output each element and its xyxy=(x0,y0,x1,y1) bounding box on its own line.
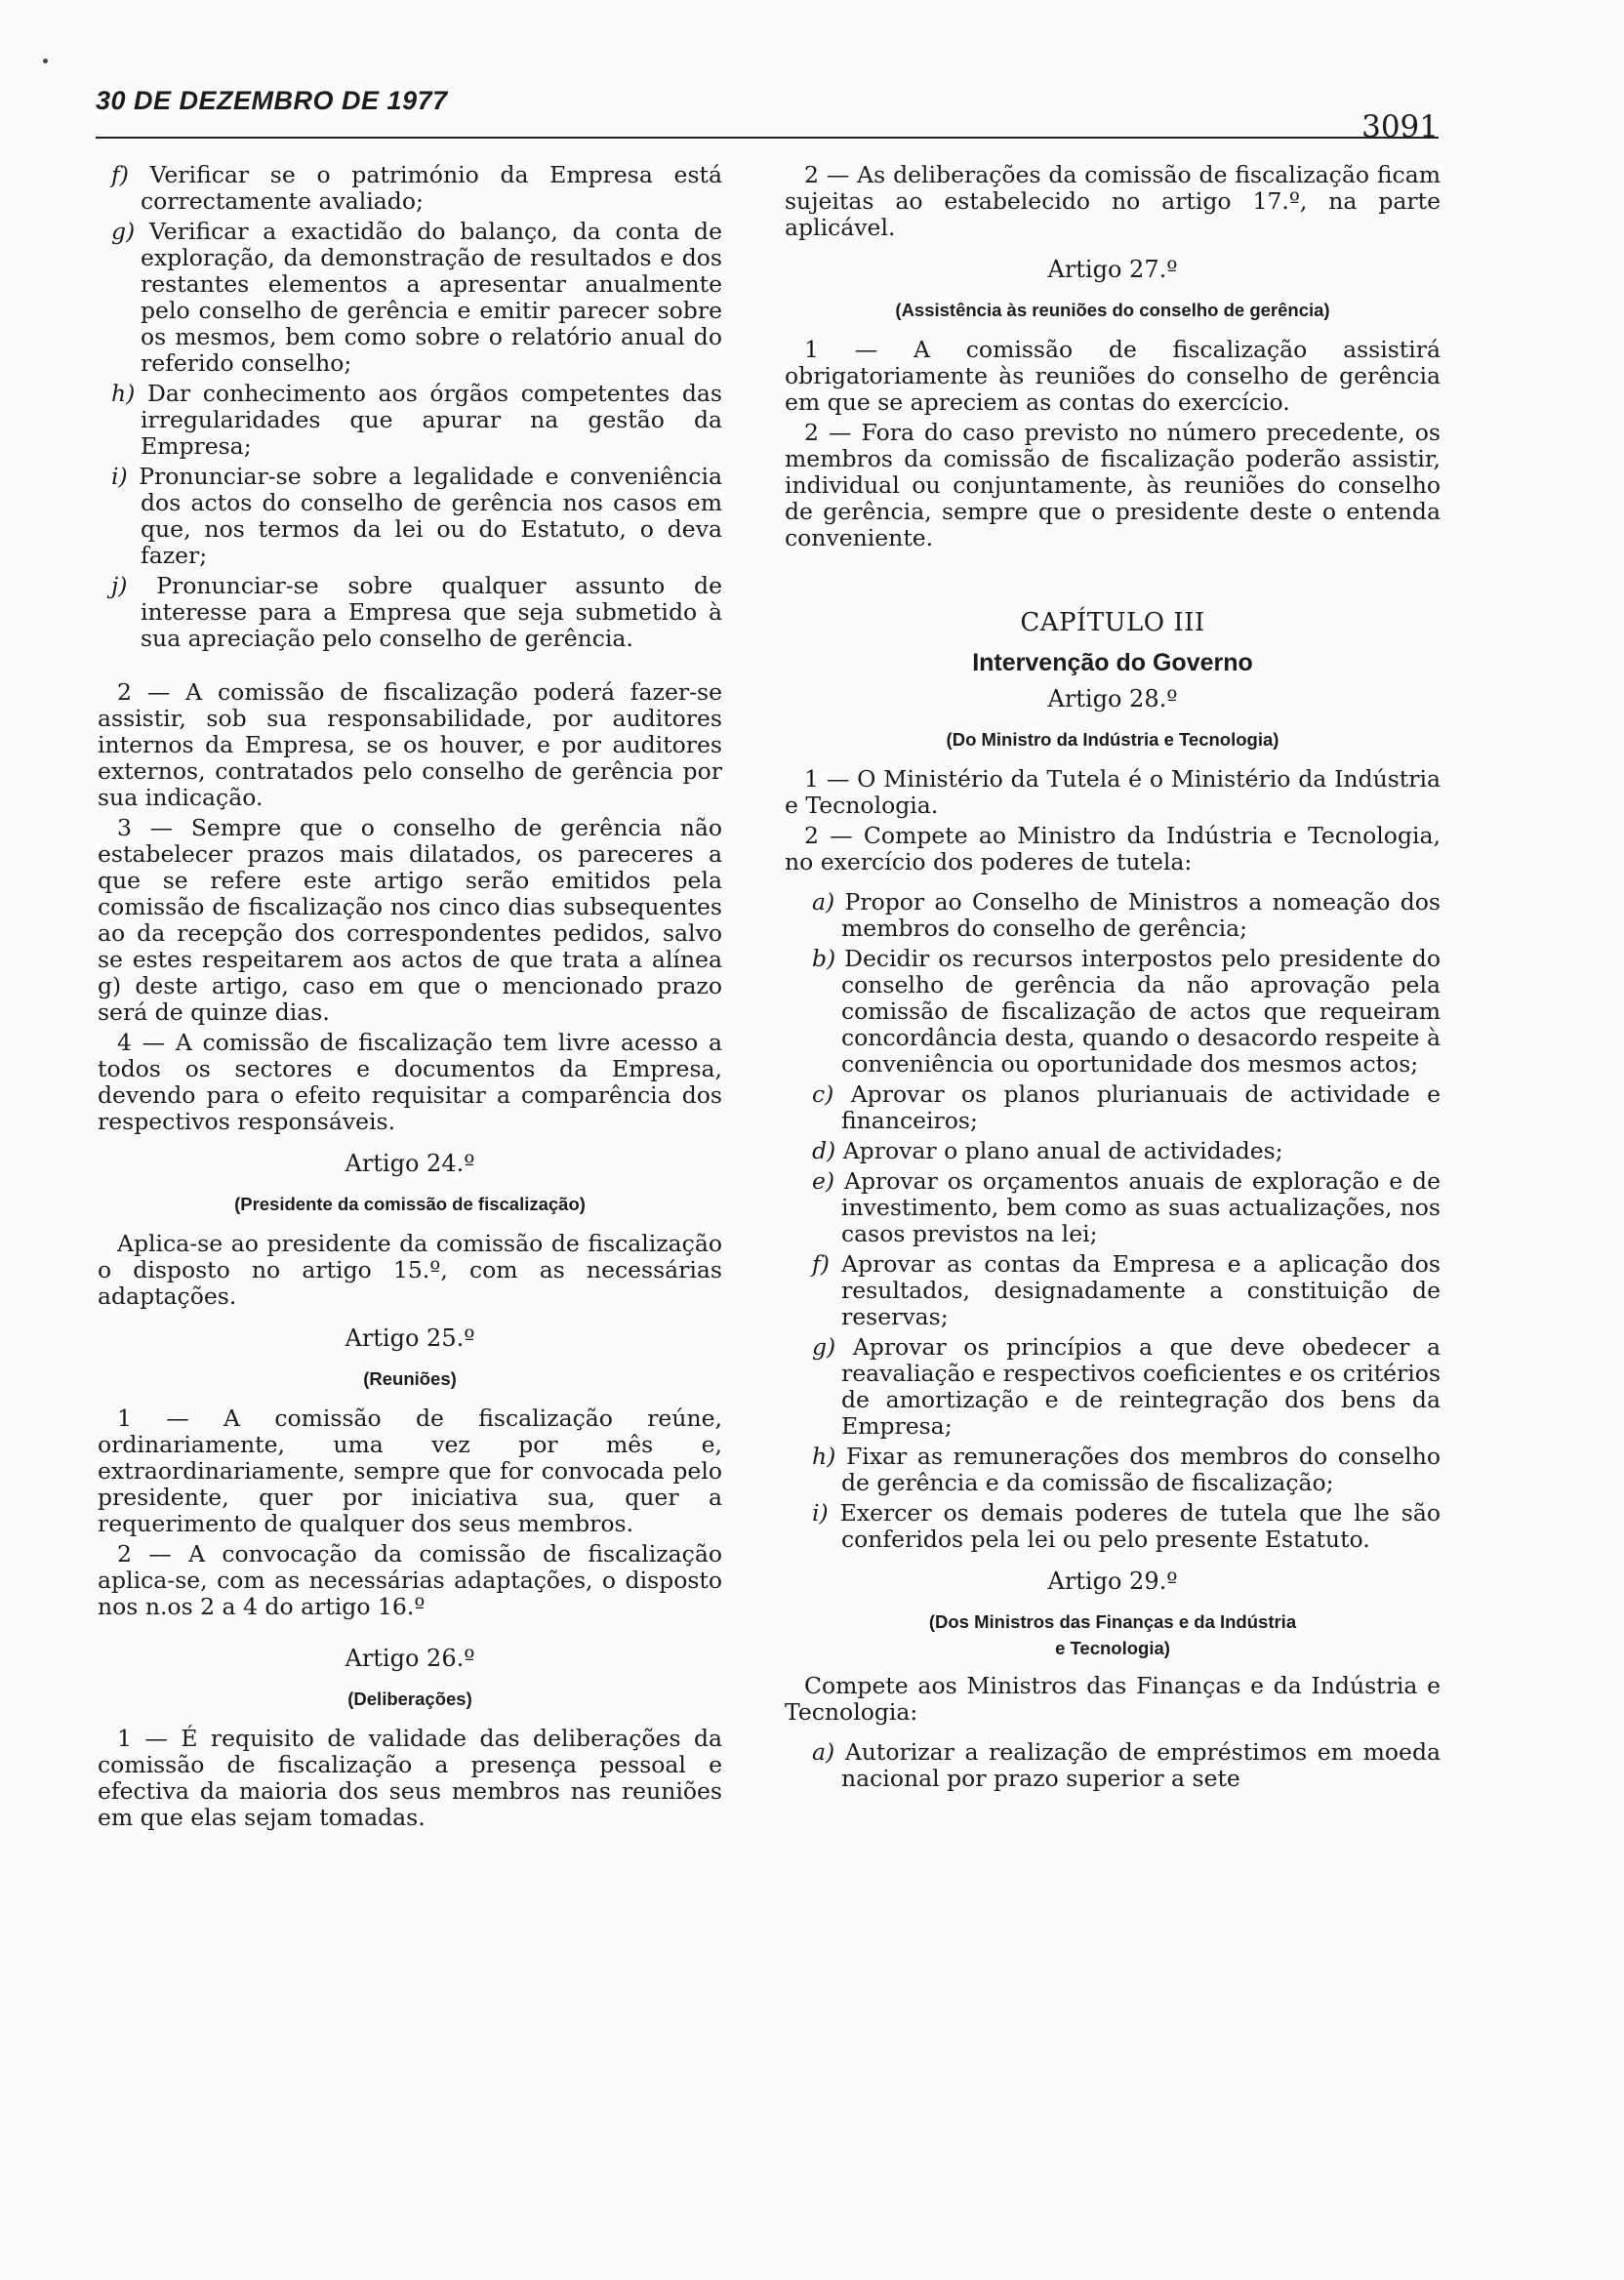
chapter-number: CAPÍTULO III xyxy=(1020,608,1205,637)
article-heading: Artigo 24.º xyxy=(345,1150,475,1177)
paragraph: 1 — É requisito de validade das deliberações da comissão de fiscalização a presença pessoal e efectiva da maioria dos seus membros nas reuniões em que elas sejam tomadas. xyxy=(98,1725,722,1831)
header-date: 30 DE DEZEMBRO DE 1977 xyxy=(96,86,448,115)
list-item: i) Pronunciar-se sobre a legalidade e conveniência dos actos do conselho de gerência nos casos em que, nos termos da lei ou do Estatuto, o deva fazer; xyxy=(111,463,722,569)
paragraph: Compete aos Ministros das Finanças e da Indústria e Tecnologia: xyxy=(785,1672,1441,1726)
list-item: i) Exercer os demais poderes de tutela que lhe são conferidos pela lei ou pelo presente Estatuto. xyxy=(812,1499,1441,1553)
article-title: (Do Ministro da Indústria e Tecnologia) xyxy=(946,729,1279,750)
list-item: f) Verificar se o património da Empresa está correctamente avaliado; xyxy=(111,161,722,215)
article-title-line: e Tecnologia) xyxy=(1055,1638,1170,1658)
list-item: h) Fixar as remunerações dos membros do conselho de gerência e da comissão de fiscalização; xyxy=(812,1443,1441,1496)
article-heading: Artigo 28.º xyxy=(1047,685,1178,712)
list-item: b) Decidir os recursos interpostos pelo presidente do conselho de gerência da não aprovação pela comissão de fiscalização de actos que requeiram concordância desta, quando o desacordo respeite à conveniência ou oportunidade dos mesmos actos; xyxy=(812,945,1441,1078)
list-item: g) Aprovar os princípios a que deve obedecer a reavaliação e respectivos coeficientes e os critérios de amortização e de reintegração dos bens da Empresa; xyxy=(812,1333,1441,1440)
list-item: h) Dar conhecimento aos órgãos competentes das irregularidades que apurar na gestão da Empresa; xyxy=(111,380,722,460)
list-item: c) Aprovar os planos plurianuais de actividade e financeiros; xyxy=(812,1080,1441,1134)
article-heading: Artigo 29.º xyxy=(1047,1568,1178,1595)
spacer xyxy=(98,656,722,679)
paragraph: 1 — A comissão de fiscalização assistirá obrigatoriamente às reuniões do conselho de gerência em que se apreciem as contas do exercício. xyxy=(785,336,1441,416)
page-number: 3091 xyxy=(1361,109,1439,144)
paragraph: 2 — As deliberações da comissão de fiscalização ficam sujeitas ao estabelecido no artigo 17.º, na parte aplicável. xyxy=(785,161,1441,241)
paragraph: 2 — A comissão de fiscalização poderá fazer-se assistir, sob sua responsabilidade, por auditores internos da Empresa, se os houver, e por auditores externos, contratados pelo conselho de gerência por sua indicação. xyxy=(98,678,722,811)
paragraph: 2 — A convocação da comissão de fiscalização aplica-se, com as necessárias adaptações, o disposto nos n.os 2 a 4 do artigo 16.º xyxy=(98,1540,722,1620)
article-title-line: (Dos Ministros das Finanças e da Indústria xyxy=(928,1611,1297,1632)
paragraph: 2 — Compete ao Ministro da Indústria e Tecnologia, no exercício dos poderes de tutela: xyxy=(785,822,1441,875)
article-heading: Artigo 27.º xyxy=(1047,256,1178,283)
list-item: f) Aprovar as contas da Empresa e a aplicação dos resultados, designadamente a constituição de reservas; xyxy=(812,1250,1441,1330)
paragraph: 4 — A comissão de fiscalização tem livre acesso a todos os sectores e documentos da Empresa, devendo para o efeito requisitar a comparência dos respectivos responsáveis. xyxy=(98,1029,722,1135)
paragraph: Aplica-se ao presidente da comissão de fiscalização o disposto no artigo 15.º, com as necessárias adaptações. xyxy=(98,1230,722,1310)
article-title xyxy=(785,1608,1441,1661)
paragraph: 3 — Sempre que o conselho de gerência não estabelecer prazos mais dilatados, os pareceres a que se refere este artigo serão emitidos pela comissão de fiscalização nos cinco dias subsequentes ao da recepção dos correspondentes pedidos, salvo se estes respeitarem aos actos de que trata a alínea g) deste artigo, caso em que o mencionado prazo será de quinze dias. xyxy=(98,814,722,1026)
scan-speck xyxy=(43,59,48,63)
header-rule xyxy=(96,137,1439,139)
article-title: (Assistência às reuniões do conselho de gerência) xyxy=(895,300,1330,320)
list-f-j xyxy=(98,162,722,652)
left-column xyxy=(98,162,722,1835)
list-a-i xyxy=(785,889,1441,1553)
chapter-title: Intervenção do Governo xyxy=(972,649,1253,676)
article-title: (Deliberações) xyxy=(347,1689,472,1709)
list-item: e) Aprovar os orçamentos anuais de exploração e de investimento, bem como as suas actualizações, nos casos previstos na lei; xyxy=(812,1167,1441,1247)
list-item: d) Aprovar o plano anual de actividades; xyxy=(812,1137,1283,1164)
article-title: (Presidente da comissão de fiscalização) xyxy=(234,1194,586,1214)
article-title: (Reuniões) xyxy=(363,1368,457,1389)
paragraph: 1 — O Ministério da Tutela é o Ministério da Indústria e Tecnologia. xyxy=(785,765,1441,819)
paragraph: 2 — Fora do caso previsto no número precedente, os membros da comissão de fiscalização poderão assistir, individual ou conjuntamente, às reuniões do conselho de gerência, sempre que o presidente deste o entenda conveniente. xyxy=(785,419,1441,551)
page-header xyxy=(96,86,1439,144)
list-item: a) Propor ao Conselho de Ministros a nomeação dos membros do conselho de gerência; xyxy=(812,888,1441,942)
list-item: j) Pronunciar-se sobre qualquer assunto de interesse para a Empresa que seja submetido à sua apreciação pelo conselho de gerência. xyxy=(111,572,722,652)
list-item: g) Verificar a exactidão do balanço, da conta de exploração, da demonstração de resultados e dos restantes elementos a apresentar anualmente pelo conselho de gerência e emitir parecer sobre os mesmos, bem como sobre o relatório anual do referido conselho; xyxy=(111,218,722,377)
list-item: a) Autorizar a realização de empréstimos em moeda nacional por prazo superior a sete xyxy=(812,1738,1441,1792)
article-heading: Artigo 26.º xyxy=(345,1645,475,1672)
right-column xyxy=(785,162,1441,1796)
paragraph: 1 — A comissão de fiscalização reúne, ordinariamente, uma vez por mês e, extraordinariamente, sempre que for convocada pelo presidente, quer por iniciativa sua, quer a requerimento de qualquer dos seus membros. xyxy=(98,1405,722,1537)
article-heading: Artigo 25.º xyxy=(345,1324,475,1352)
